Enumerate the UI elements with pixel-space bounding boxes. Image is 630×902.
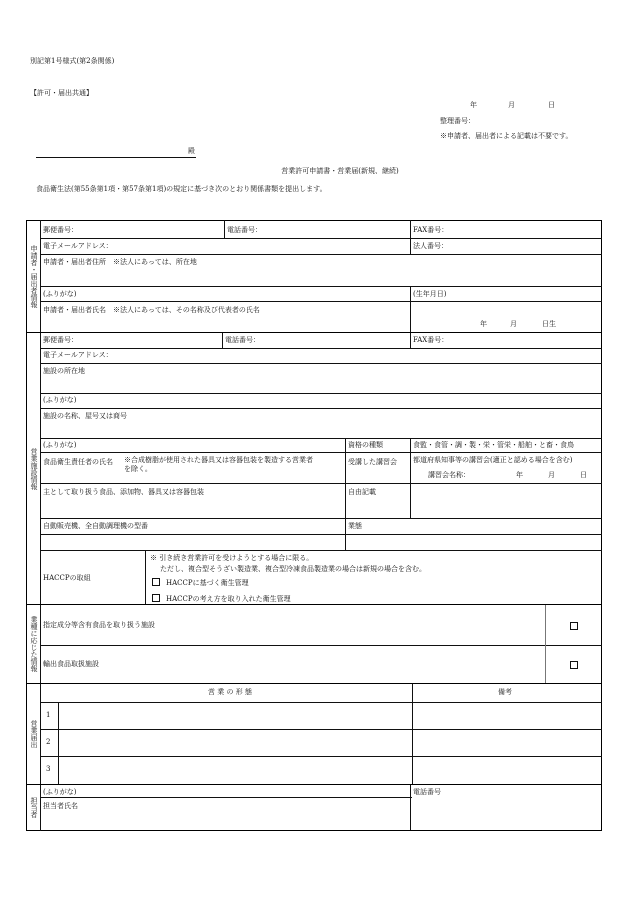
facility-email-field[interactable]: 電子メールアドレス： bbox=[43, 351, 113, 359]
contact-name-field[interactable]: 担当者氏名 bbox=[43, 802, 78, 810]
notice-row-number: 2 bbox=[46, 738, 51, 746]
business-type-field[interactable]: 業態 bbox=[348, 522, 362, 530]
submission-statement: 食品衛生法(第55条第1項・第57条第1項)の規定に基づき次のとおり関係書類を提出します。 bbox=[36, 185, 327, 193]
haccp-option-2-checkbox[interactable] bbox=[152, 594, 160, 602]
haccp-option-1[interactable] bbox=[152, 578, 249, 587]
applicant-phone-field[interactable]: 電話番号： bbox=[227, 226, 262, 234]
qualification-options[interactable]: 食監・食管・調・製・栄・管栄・船舶・と畜・食鳥 bbox=[413, 441, 574, 449]
addressee-suffix: 殿 bbox=[188, 147, 195, 155]
facility-furigana-field[interactable]: (ふりがな) bbox=[43, 396, 77, 404]
applicant-fax-field[interactable]: FAX番号： bbox=[413, 226, 449, 234]
haccp-label: HACCPの取組 bbox=[43, 574, 91, 582]
facility-postal-field[interactable]: 郵便番号： bbox=[43, 336, 78, 344]
free-text-label[interactable]: 自由記載 bbox=[348, 488, 376, 496]
birth-day: 日生 bbox=[542, 320, 556, 328]
manager-note-2: を除く。 bbox=[124, 465, 152, 473]
haccp-note-2: ただし、複合型そうざい製造業、複合型冷凍食品製造業の場合は新規の場合を含む。 bbox=[160, 565, 426, 573]
date-month: 月 bbox=[508, 101, 515, 109]
course-label: 受講した講習会 bbox=[348, 458, 397, 466]
staff-note: ※申請者、届出者による記載は不要です。 bbox=[440, 132, 573, 140]
course-year: 年 bbox=[516, 471, 523, 479]
qualification-type-label: 資格の種類 bbox=[348, 441, 383, 449]
applicant-address-field[interactable]: 申請者・届出者住所 ※法人にあっては、所在地 bbox=[43, 258, 197, 266]
applicant-furigana-field[interactable]: (ふりがな) bbox=[43, 290, 77, 298]
vending-model-field[interactable]: 自動販売機、全自動調理機の型番 bbox=[43, 522, 148, 530]
manager-furigana-field[interactable]: (ふりがな) bbox=[43, 441, 77, 449]
birth-month: 月 bbox=[510, 320, 517, 328]
applicant-name-field[interactable]: 申請者・届出者氏名 ※法人にあっては、その名称及び代表者の氏名 bbox=[43, 306, 260, 314]
applicant-corp-number-field[interactable]: 法人番号： bbox=[413, 242, 448, 250]
export-food-checkbox[interactable] bbox=[570, 661, 578, 669]
haccp-option-2[interactable] bbox=[152, 594, 291, 603]
course-name-field[interactable]: 講習会名称： bbox=[428, 471, 470, 479]
date-year: 年 bbox=[470, 101, 477, 109]
haccp-option-1-label: HACCPに基づく衛生管理 bbox=[166, 579, 249, 587]
course-detail[interactable]: 都道府県知事等の講習会(適正と認める場合を含む) bbox=[413, 456, 573, 464]
facility-location-field[interactable]: 施設の所在地 bbox=[43, 367, 85, 375]
haccp-note: ※ 引き続き営業許可を受けようとする場合に限る。 bbox=[150, 554, 314, 562]
notice-row-number: 1 bbox=[46, 711, 51, 719]
applicant-email-field[interactable]: 電子メールアドレス： bbox=[43, 242, 113, 250]
designated-ingredient-label: 指定成分等含有食品を取り扱う施設 bbox=[43, 621, 155, 629]
contact-section-label: 担当者 bbox=[30, 797, 38, 818]
manager-name-field[interactable]: 食品衛生責任者の氏名 bbox=[43, 458, 113, 466]
applicant-section-label: 申請者・届出者情報 bbox=[30, 245, 38, 308]
manager-note: ※合成樹脂が使用された器具又は容器包装を製造する営業者 bbox=[124, 456, 313, 464]
birth-year: 年 bbox=[480, 320, 487, 328]
facility-name-field[interactable]: 施設の名称、屋号又は商号 bbox=[43, 412, 127, 420]
contact-phone-field[interactable]: 電話番号 bbox=[413, 788, 441, 796]
form-title: 営業許可申請書・営業届(新規、継続) bbox=[281, 167, 399, 175]
course-month: 月 bbox=[548, 471, 555, 479]
facility-section-label: 営業施設情報 bbox=[30, 447, 38, 490]
category-label: 【許可・届出共通】 bbox=[30, 89, 93, 97]
facility-phone-field[interactable]: 電話番号： bbox=[225, 336, 260, 344]
export-food-label: 輸出食品取扱施設 bbox=[43, 660, 99, 668]
applicant-postal-field[interactable]: 郵便番号： bbox=[43, 226, 78, 234]
haccp-option-1-checkbox[interactable] bbox=[152, 578, 160, 586]
business-notice-section-label: 営業届出 bbox=[30, 720, 38, 748]
business-info-section-label: 業種に応じた情報 bbox=[30, 616, 38, 672]
reference-number-label: 整理番号： bbox=[440, 117, 475, 125]
form-number: 別記第1号様式(第2条関係) bbox=[30, 57, 115, 65]
notice-row-number: 3 bbox=[46, 765, 51, 773]
facility-fax-field[interactable]: FAX番号： bbox=[413, 336, 449, 344]
addressee-line bbox=[36, 157, 196, 158]
business-form-header: 営 業 の 形 態 bbox=[208, 688, 252, 696]
main-products-field[interactable]: 主として取り扱う食品、添加物、器具又は容器包装 bbox=[43, 488, 204, 496]
course-day: 日 bbox=[580, 471, 587, 479]
haccp-option-2-label: HACCPの考え方を取り入れた衛生管理 bbox=[166, 595, 291, 603]
applicant-birthdate-label: (生年月日) bbox=[413, 290, 447, 298]
remarks-header: 備考 bbox=[498, 688, 512, 696]
date-day: 日 bbox=[548, 101, 555, 109]
designated-ingredient-checkbox[interactable] bbox=[570, 622, 578, 630]
contact-furigana-field[interactable]: (ふりがな) bbox=[43, 788, 77, 796]
